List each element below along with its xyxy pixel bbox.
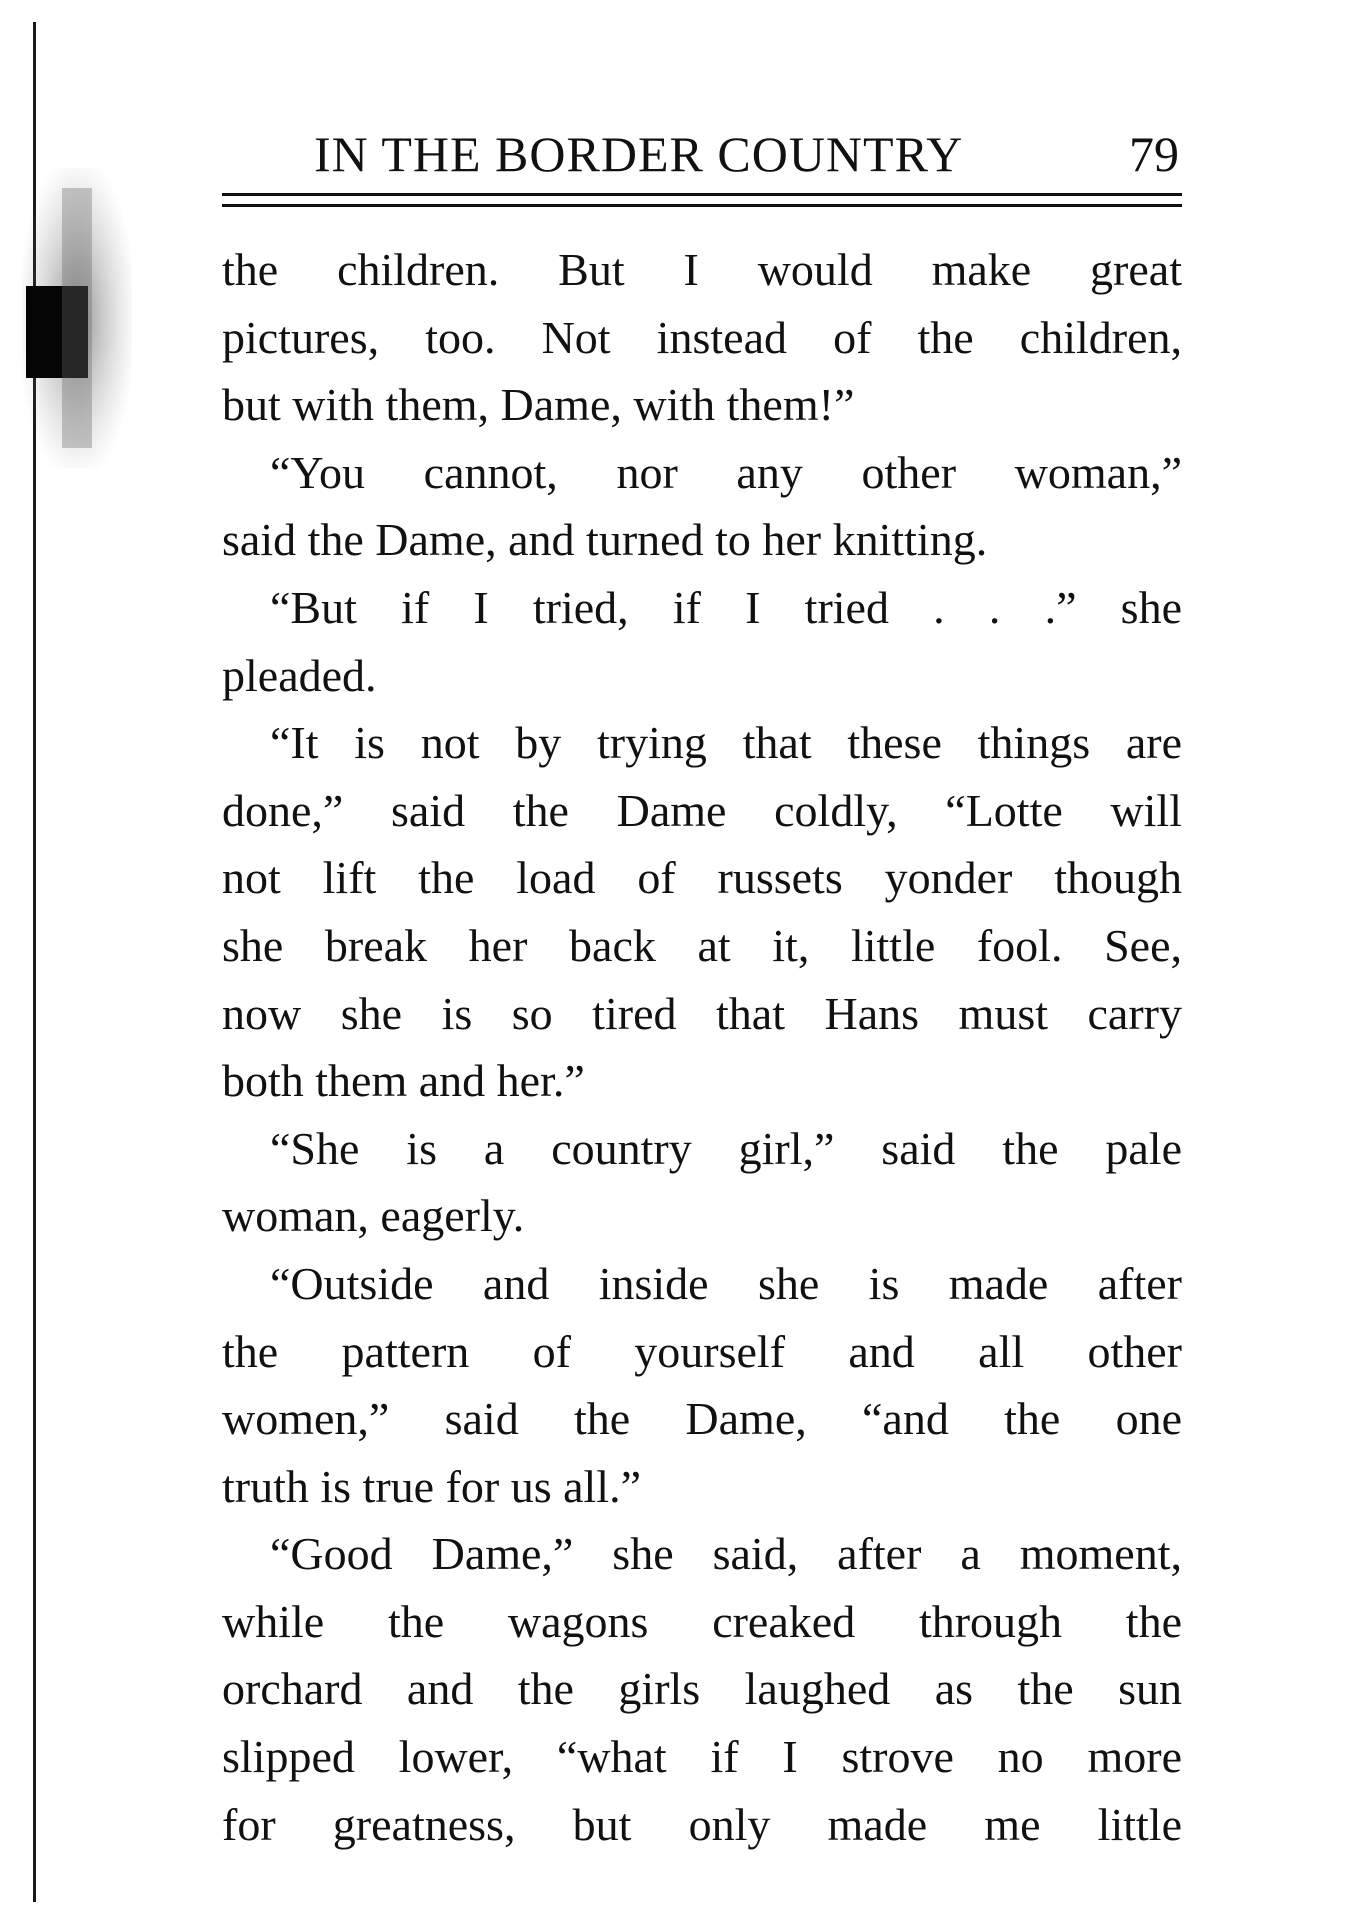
text-line: truth is true for us all.”: [222, 1460, 642, 1512]
scan-smudge-mark: [22, 168, 132, 468]
text-line: both them and her.”: [222, 1055, 585, 1107]
text-line: while the wagons creaked through the: [222, 1595, 1182, 1647]
text-line: pictures, too. Not instead of the children,: [222, 311, 1182, 363]
text-line: woman, eagerly.: [222, 1190, 525, 1242]
text-line: the pattern of yourself and all other: [222, 1325, 1182, 1377]
text-line: “It is not by trying that these things are: [270, 717, 1182, 769]
text-line: “She is a country girl,” said the pale: [270, 1122, 1182, 1174]
text-line: for greatness, but only made me little: [222, 1798, 1182, 1850]
text-line: said the Dame, and turned to her knitting.: [222, 514, 988, 566]
text-line: “You cannot, nor any other woman,”: [270, 446, 1182, 498]
page-header: [222, 118, 1182, 188]
text-line: “Good Dame,” she said, after a moment,: [270, 1528, 1182, 1580]
text-line: not lift the load of russets yonder though: [222, 852, 1182, 904]
text-line: done,” said the Dame coldly, “Lotte will: [222, 784, 1182, 836]
text-line: she break her back at it, little fool. See,: [222, 919, 1182, 971]
text-line: the children. But I would make great: [222, 244, 1182, 295]
page-number: 79: [1129, 126, 1179, 182]
text-line: “But if I tried, if I tried . . .” she: [270, 581, 1182, 633]
body-text: [222, 236, 1182, 1858]
text-line: pleaded.: [222, 649, 377, 701]
text-line: orchard and the girls laughed as the sun: [222, 1663, 1182, 1715]
text-line: women,” said the Dame, “and the one: [222, 1393, 1182, 1445]
text-line: but with them, Dame, with them!”: [222, 379, 855, 431]
text-line: “Outside and inside she is made after: [270, 1257, 1182, 1309]
text-line: now she is so tired that Hans must carry: [222, 987, 1182, 1039]
text-line: slipped lower, “what if I strove no more: [222, 1731, 1182, 1783]
header-rule-top: [222, 193, 1182, 196]
running-head: IN THE BORDER COUNTRY: [314, 126, 964, 182]
header-rule-bottom: [222, 204, 1182, 207]
